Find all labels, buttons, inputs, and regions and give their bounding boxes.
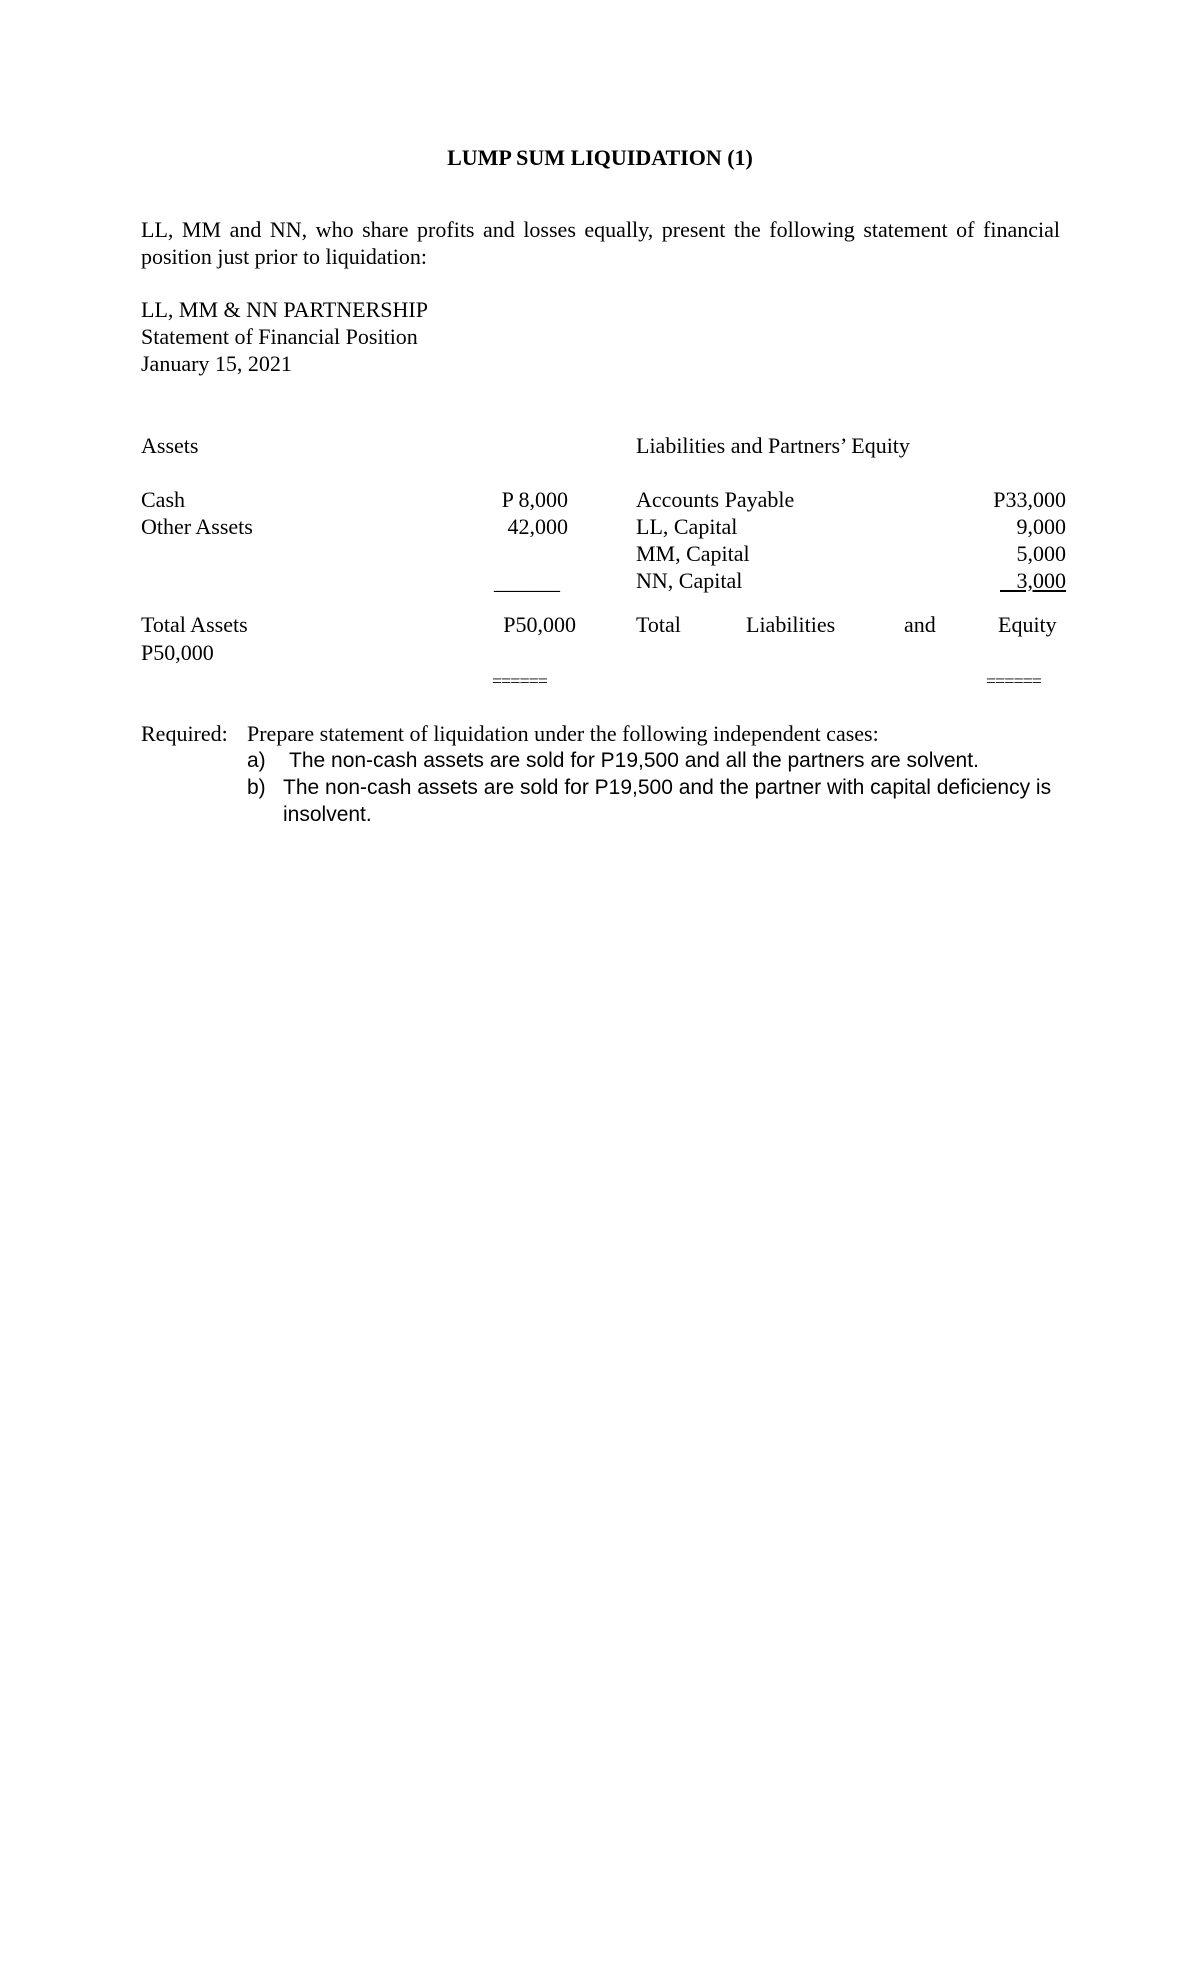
- asset-label-other: Other Assets: [141, 514, 253, 539]
- liability-label-mm: MM, Capital: [636, 541, 750, 566]
- total-liab-word-2: Liabilities: [746, 612, 836, 637]
- liability-label-ll: LL, Capital: [636, 514, 738, 539]
- total-assets-label: Total Assets: [141, 612, 248, 637]
- liability-amount-mm: 5,000: [1016, 541, 1066, 566]
- assets-double-rule: ======: [492, 671, 547, 691]
- liability-label-ap: Accounts Payable: [636, 487, 795, 512]
- liabilities-double-rule: ======: [986, 671, 1041, 691]
- case-a-marker: a): [247, 749, 266, 772]
- case-b-text: The non-cash assets are sold for P19,500 and the partner with capital deficiency is: [283, 776, 1052, 799]
- asset-amount-other: 42,000: [507, 514, 568, 539]
- case-a-text: The non-cash assets are sold for P19,500 and all the partners are solvent.: [289, 749, 979, 772]
- liability-amount-ap: P33,000: [993, 487, 1066, 512]
- required-text: Prepare statement of liquidation under the following independent cases:: [247, 721, 879, 746]
- asset-subtotal-rule: ______: [494, 569, 560, 594]
- intro-paragraph: LL, MM and NN, who share profits and losses equally, present the following statement of financial position just prior to liquidation:: [141, 217, 1060, 269]
- case-b-marker: b): [247, 776, 266, 799]
- liability-label-nn: NN, Capital: [636, 568, 743, 593]
- liability-amount-nn: 3,000: [1016, 568, 1066, 593]
- total-assets-wrapped-amount: P50,000: [141, 640, 214, 665]
- statement-entity: LL, MM & NN PARTNERSHIP: [141, 297, 428, 322]
- liabilities-heading: Liabilities and Partners’ Equity: [636, 433, 910, 458]
- assets-heading: Assets: [141, 433, 199, 458]
- total-liab-word-1: Total: [636, 612, 681, 637]
- case-b-continuation: insolvent.: [283, 803, 372, 826]
- statement-date: January 15, 2021: [141, 351, 292, 376]
- required-label: Required:: [141, 721, 228, 746]
- page-title: LUMP SUM LIQUIDATION (1): [447, 145, 753, 170]
- asset-label-cash: Cash: [141, 487, 185, 512]
- liability-amount-ll: 9,000: [1016, 514, 1066, 539]
- statement-name: Statement of Financial Position: [141, 324, 418, 349]
- total-assets-amount: P50,000: [503, 612, 576, 637]
- total-liab-word-4: Equity: [998, 612, 1057, 637]
- total-liab-word-3: and: [904, 612, 936, 637]
- asset-amount-cash: P 8,000: [501, 487, 568, 512]
